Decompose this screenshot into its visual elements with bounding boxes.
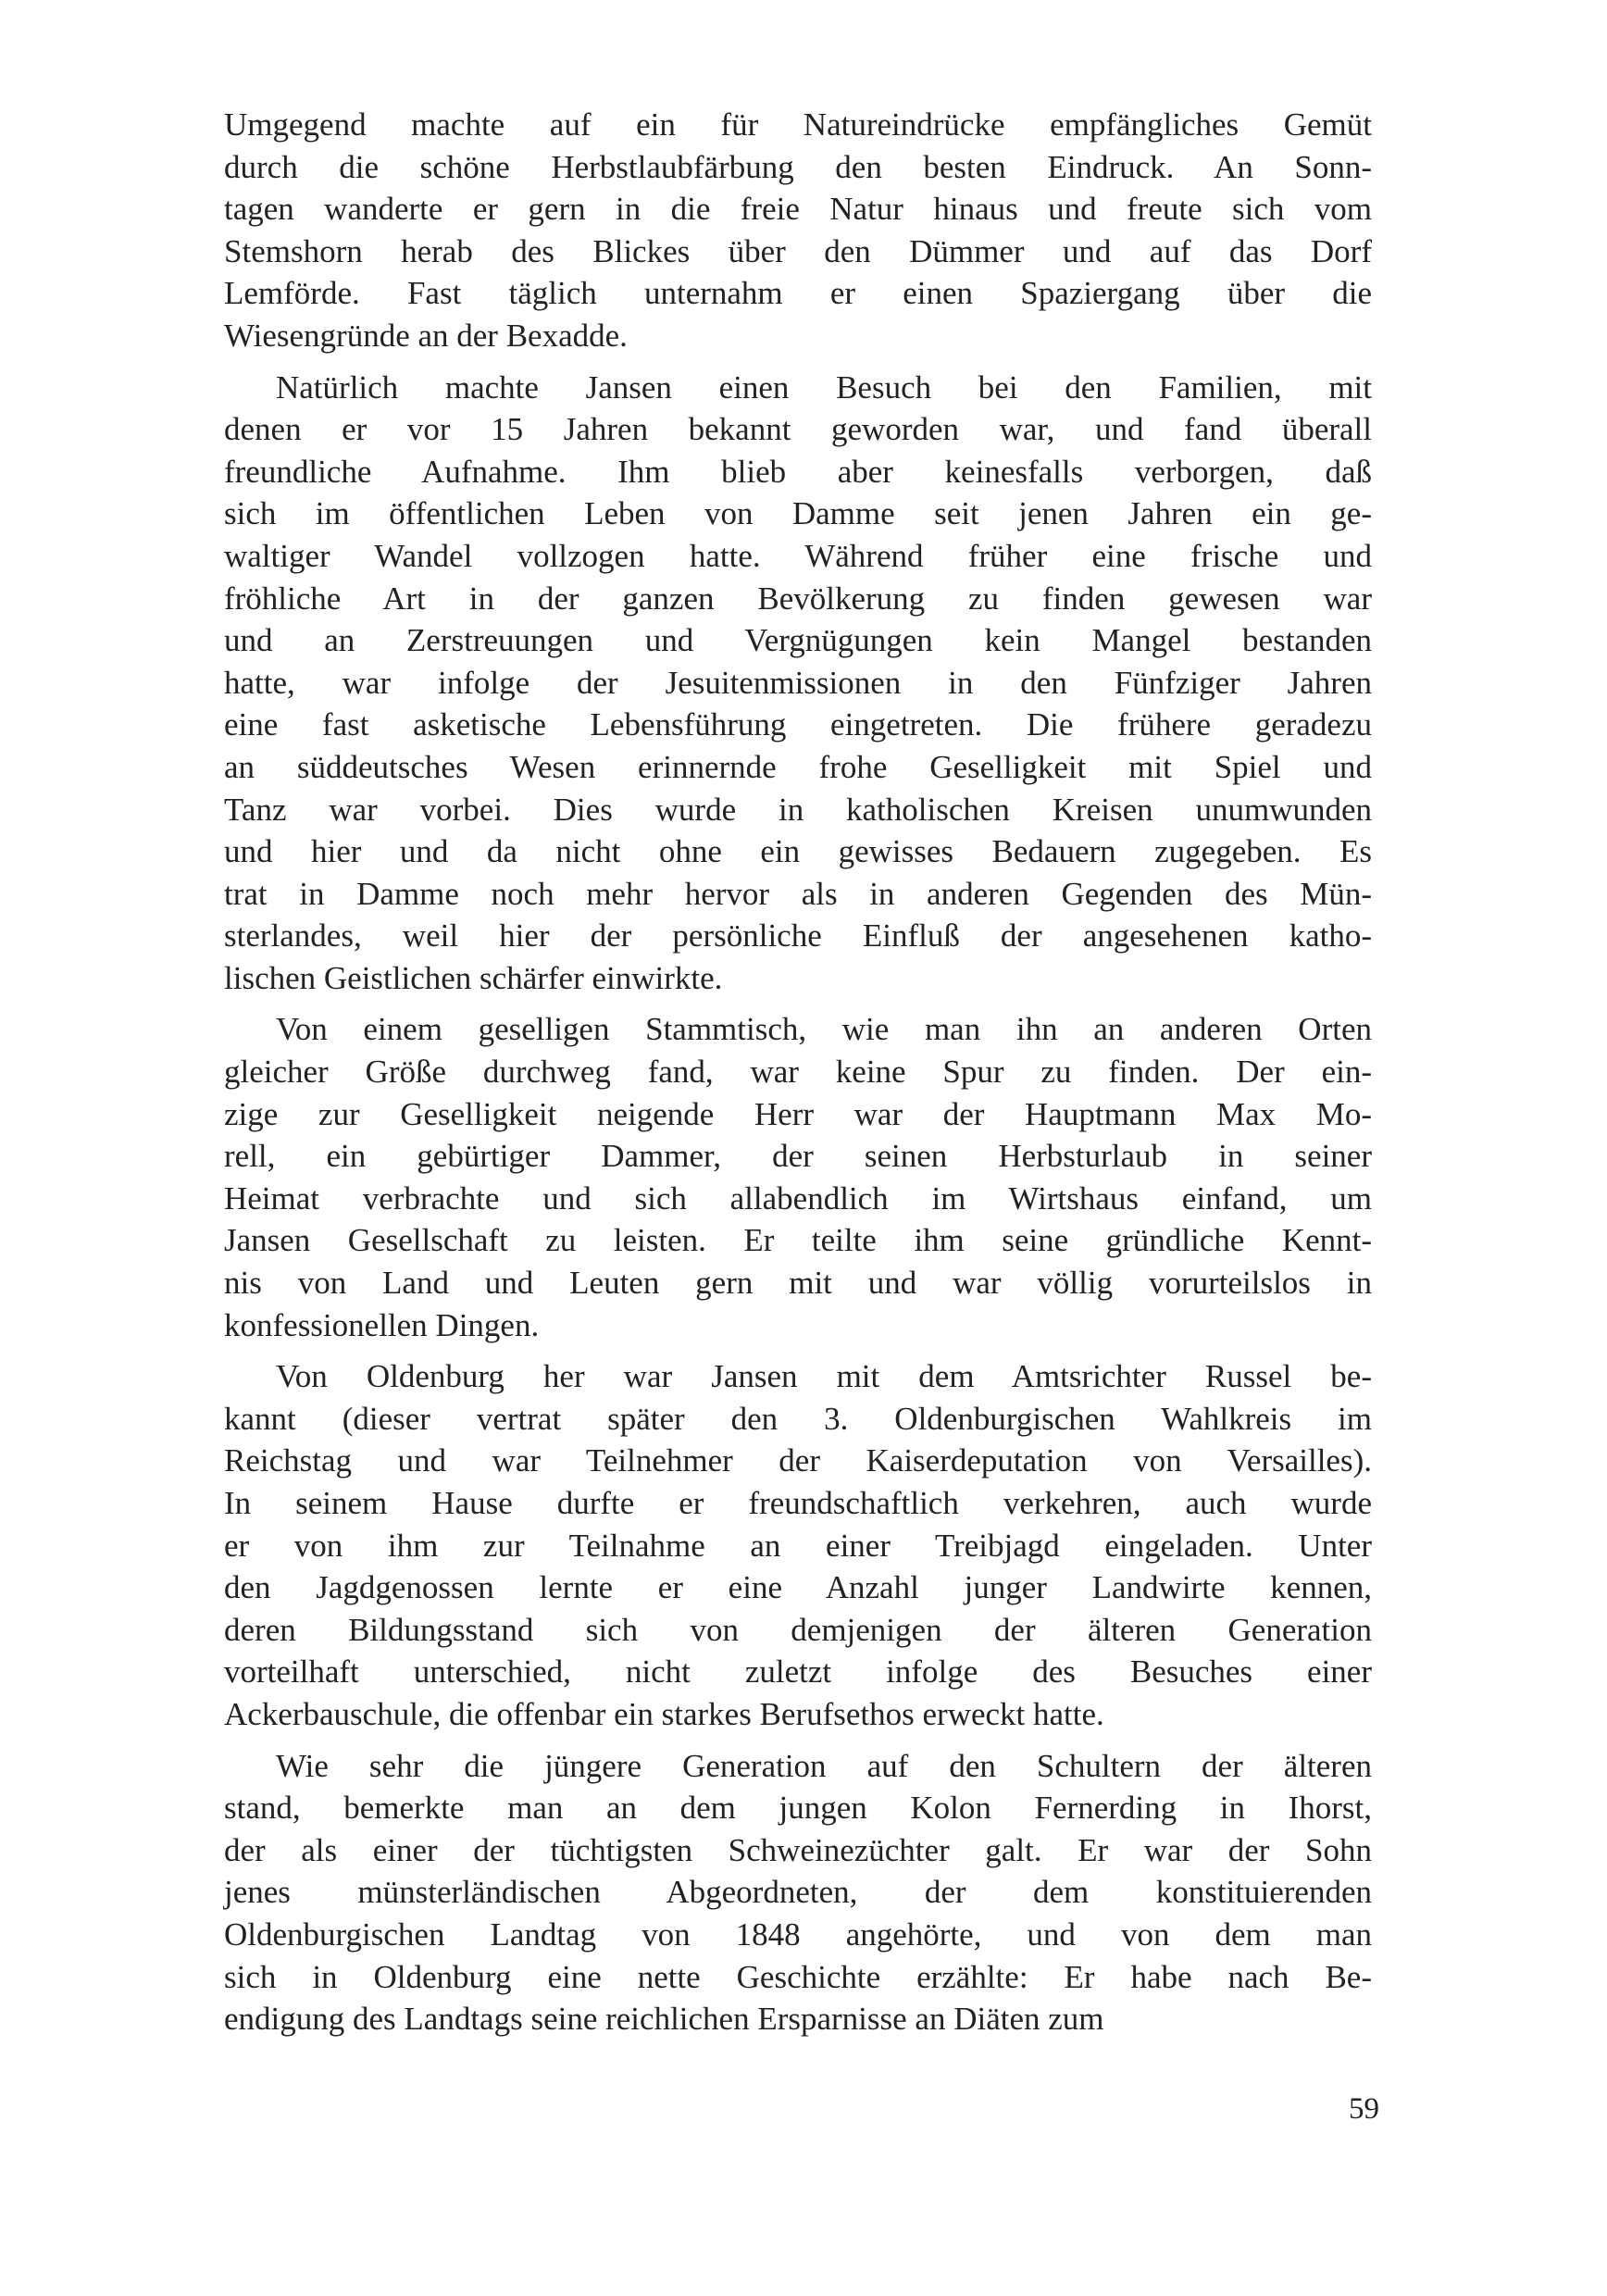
text-line: Natürlich machte Jansen einen Besuch bei den Familien, mit xyxy=(276,368,1372,406)
text-line: Von einem geselligen Stammtisch, wie man ihn an anderen Orten xyxy=(276,1011,1372,1048)
text-line: trat in Damme noch mehr hervor als in anderen Gegenden des Mün- xyxy=(224,875,1372,912)
text-line: konfessionellen Dingen. xyxy=(224,1306,540,1343)
text-line: gleicher Größe durchweg fand, war keine Spur zu finden. Der ein- xyxy=(224,1054,1372,1091)
text-line: Reichstag und war Teilnehmer der Kaiserdeputation von Versailles). xyxy=(224,1442,1372,1479)
text-line: Wie sehr die jüngere Generation auf den Schultern der älteren xyxy=(276,1747,1372,1784)
page-number: 59 xyxy=(1349,2092,1379,2126)
text-line: Wiesengründe an der Bexadde. xyxy=(224,317,628,354)
text-line: der als einer der tüchtigsten Schweinezüchter galt. Er war der Sohn xyxy=(224,1831,1372,1868)
text-line: Lemförde. Fast täglich unternahm er einen Spaziergang über die xyxy=(224,275,1372,312)
text-line: kannt (dieser vertrat später den 3. Oldenburgischen Wahlkreis im xyxy=(224,1400,1372,1437)
text-line: rell, ein gebürtiger Dammer, der seinen Herbsturlaub in seiner xyxy=(224,1138,1372,1175)
text-line: Jansen Gesellschaft zu leisten. Er teilte ihm seine gründliche Kennt- xyxy=(224,1222,1372,1259)
text-line: durch die schöne Herbstlaubfärbung den besten Eindruck. An Sonn- xyxy=(224,148,1372,185)
text-line: Von Oldenburg her war Jansen mit dem Amtsrichter Russel be- xyxy=(276,1358,1372,1395)
text-line: tagen wanderte er gern in die freie Natur hinaus und freute sich vom xyxy=(224,191,1372,228)
text-line: sterlandes, weil hier der persönliche Einfluß der angesehenen katho- xyxy=(224,917,1372,955)
text-line: und hier und da nicht ohne ein gewisses Bedauern zugegeben. Es xyxy=(224,833,1372,870)
text-line: an süddeutsches Wesen erinnernde frohe Geselligkeit mit Spiel und xyxy=(224,748,1372,785)
text-line: In seinem Hause durfte er freundschaftlich verkehren, auch wurde xyxy=(224,1485,1372,1521)
paragraph xyxy=(224,1355,1372,1735)
paragraph xyxy=(224,1008,1372,1346)
text-line: zige zur Geselligkeit neigende Herr war der Hauptmann Max Mo- xyxy=(224,1095,1372,1132)
text-line: Oldenburgischen Landtag von 1848 angehörte, und von dem man xyxy=(224,1915,1372,1953)
text-line: Stemshorn herab des Blickes über den Dümmer und auf das Dorf xyxy=(224,232,1372,269)
text-line: deren Bildungsstand sich von demjenigen der älteren Generation xyxy=(224,1611,1372,1648)
text-line: und an Zerstreuungen und Vergnügungen kein Mangel bestanden xyxy=(224,622,1372,659)
text-line: Heimat verbrachte und sich allabendlich im Wirtshaus einfand, um xyxy=(224,1179,1372,1217)
text-line: fröhliche Art in der ganzen Bevölkerung zu finden gewesen war xyxy=(224,580,1372,617)
text-line: lischen Geistlichen schärfer einwirkte. xyxy=(224,959,723,996)
text-line: Tanz war vorbei. Dies wurde in katholischen Kreisen unumwunden xyxy=(224,791,1372,828)
text-line: jenes münsterländischen Abgeordneten, der dem konstituierenden xyxy=(224,1874,1372,1911)
text-line: er von ihm zur Teilnahme an einer Treibjagd eingeladen. Unter xyxy=(224,1527,1372,1564)
text-line: sich in Oldenburg eine nette Geschichte erzählte: Er habe nach Be- xyxy=(224,1958,1372,1995)
text-line: freundliche Aufnahme. Ihm blieb aber keinesfalls verborgen, daß xyxy=(224,453,1372,490)
text-line: vorteilhaft unterschied, nicht zuletzt infolge des Besuches einer xyxy=(224,1653,1372,1691)
text-line: hatte, war infolge der Jesuitenmissionen in den Fünfziger Jahren xyxy=(224,664,1372,701)
text-line: Ackerbauschule, die offenbar ein starkes Berufsethos erweckt hatte. xyxy=(224,1695,1104,1732)
text-line: sich im öffentlichen Leben von Damme seit jenen Jahren ein ge- xyxy=(224,495,1372,532)
text-line: eine fast asketische Lebensführung eingetreten. Die frühere geradezu xyxy=(224,706,1372,743)
text-line: Umgegend machte auf ein für Natureindrücke empfängliches Gemüt xyxy=(224,106,1372,143)
paragraph xyxy=(224,1745,1372,2040)
text-line: nis von Land und Leuten gern mit und war völlig vorurteilslos in xyxy=(224,1265,1372,1302)
paragraph xyxy=(224,104,1372,357)
text-line: waltiger Wandel vollzogen hatte. Während früher eine frische und xyxy=(224,537,1372,574)
body-text xyxy=(224,104,1372,2050)
text-line: den Jagdgenossen lernte er eine Anzahl junger Landwirte kennen, xyxy=(224,1569,1372,1606)
paragraph xyxy=(224,367,1372,1000)
text-line: endigung des Landtags seine reichlichen Ersparnisse an Diäten zum xyxy=(224,2001,1104,2038)
text-line: denen er vor 15 Jahren bekannt geworden war, und fand überall xyxy=(224,411,1372,448)
text-line: stand, bemerkte man an dem jungen Kolon Fernerding in Ihorst, xyxy=(224,1790,1372,1827)
